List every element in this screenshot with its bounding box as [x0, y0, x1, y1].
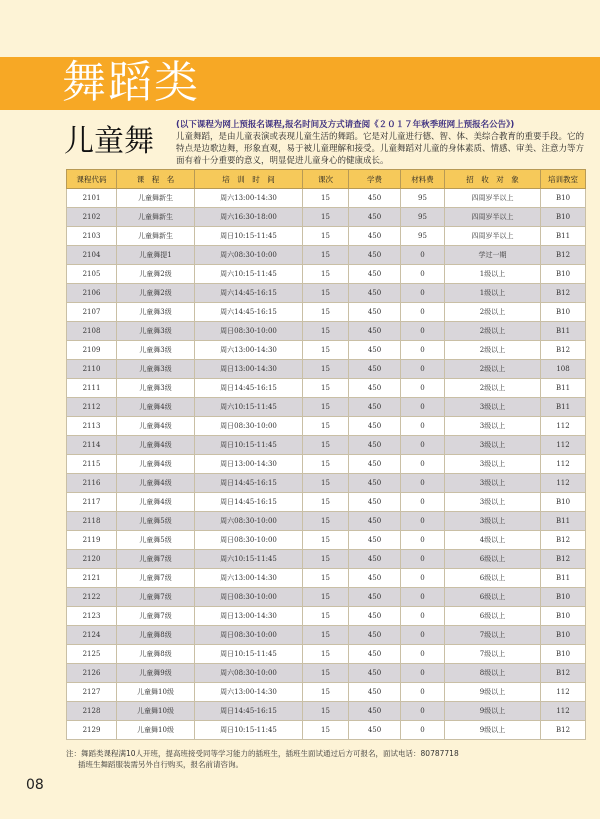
- table-cell: 6级以上: [445, 588, 541, 607]
- table-cell: 15: [303, 360, 349, 379]
- table-cell: 15: [303, 398, 349, 417]
- table-cell: 2120: [67, 550, 117, 569]
- table-cell: 15: [303, 436, 349, 455]
- table-cell: 450: [349, 436, 401, 455]
- table-cell: B10: [541, 208, 586, 227]
- table-cell: 15: [303, 550, 349, 569]
- table-cell: 四周岁半以上: [445, 208, 541, 227]
- table-row: [67, 607, 586, 626]
- table-cell: 0: [401, 493, 445, 512]
- table-row: [67, 721, 586, 740]
- table-row: [67, 303, 586, 322]
- table-cell: 0: [401, 569, 445, 588]
- table-cell: B12: [541, 341, 586, 360]
- table-cell: 儿童舞4级: [117, 417, 195, 436]
- table-row: [67, 189, 586, 208]
- table-cell: 15: [303, 569, 349, 588]
- table-cell: 15: [303, 284, 349, 303]
- table-cell: 15: [303, 607, 349, 626]
- table-cell: 0: [401, 683, 445, 702]
- table-cell: 儿童舞4级: [117, 398, 195, 417]
- course-table: [66, 169, 586, 740]
- table-cell: 周日10:15-11:45: [195, 436, 303, 455]
- table-cell: 2102: [67, 208, 117, 227]
- table-cell: 0: [401, 664, 445, 683]
- table-cell: 0: [401, 550, 445, 569]
- table-row: [67, 360, 586, 379]
- table-cell: 112: [541, 417, 586, 436]
- table-cell: 2115: [67, 455, 117, 474]
- table-cell: 9级以上: [445, 702, 541, 721]
- table-cell: 四周岁半以上: [445, 227, 541, 246]
- table-cell: 周日13:00-14:30: [195, 455, 303, 474]
- table-cell: 450: [349, 626, 401, 645]
- table-cell: 0: [401, 398, 445, 417]
- table-row: [67, 322, 586, 341]
- registration-note: (以下课程为网上预报名课程,报名时间及方式请查阅《２０１７年秋季班网上预报名公告》): [176, 120, 515, 130]
- table-cell: B12: [541, 721, 586, 740]
- table-header-row: [67, 170, 586, 189]
- table-cell: 2107: [67, 303, 117, 322]
- table-cell: B10: [541, 588, 586, 607]
- table-cell: 儿童舞3级: [117, 360, 195, 379]
- table-cell: 0: [401, 284, 445, 303]
- table-cell: 2104: [67, 246, 117, 265]
- table-cell: 儿童舞3级: [117, 379, 195, 398]
- table-cell: 2级以上: [445, 322, 541, 341]
- table-cell: B11: [541, 569, 586, 588]
- section-intro: 儿童舞蹈，是由儿童表演或表现儿童生活的舞蹈。它是对儿童进行德、智、体、美综合教育的重要手段。它的特点是边歌边舞，形象直观，易于被儿童理解和接受。儿童舞蹈对儿童的身体素质、情感、审美、注意力等方面有着十分重要的意义，明显促进儿童身心的健康成长。: [176, 132, 585, 166]
- table-cell: 四周岁半以上: [445, 189, 541, 208]
- table-cell: 周六13:00-14:30: [195, 341, 303, 360]
- table-cell: 周日08:30-10:00: [195, 626, 303, 645]
- table-cell: 2116: [67, 474, 117, 493]
- table-cell: 周日13:00-14:30: [195, 607, 303, 626]
- table-cell: 0: [401, 607, 445, 626]
- table-cell: 15: [303, 645, 349, 664]
- table-cell: 0: [401, 512, 445, 531]
- table-cell: 0: [401, 360, 445, 379]
- table-cell: 儿童舞新生: [117, 227, 195, 246]
- table-cell: 112: [541, 436, 586, 455]
- table-cell: 7级以上: [445, 626, 541, 645]
- table-cell: 450: [349, 265, 401, 284]
- table-cell: 15: [303, 189, 349, 208]
- table-cell: 0: [401, 531, 445, 550]
- table-cell: 儿童舞9级: [117, 664, 195, 683]
- table-cell: 儿童舞7级: [117, 550, 195, 569]
- table-cell: 周日10:15-11:45: [195, 645, 303, 664]
- table-cell: 儿童舞8级: [117, 645, 195, 664]
- table-cell: 周日14:45-16:15: [195, 702, 303, 721]
- table-cell: B10: [541, 607, 586, 626]
- table-cell: 儿童舞7级: [117, 569, 195, 588]
- table-cell: 0: [401, 721, 445, 740]
- column-header: 招 收 对 象: [445, 170, 541, 189]
- table-cell: 450: [349, 531, 401, 550]
- table-cell: 周六10:15-11:45: [195, 398, 303, 417]
- table-cell: 2118: [67, 512, 117, 531]
- table-cell: B12: [541, 246, 586, 265]
- column-header: 课 程 名: [117, 170, 195, 189]
- table-cell: 2125: [67, 645, 117, 664]
- table-row: [67, 341, 586, 360]
- table-cell: 2124: [67, 626, 117, 645]
- table-cell: 0: [401, 455, 445, 474]
- table-cell: 周六14:45-16:15: [195, 303, 303, 322]
- table-cell: 15: [303, 702, 349, 721]
- table-cell: 儿童舞5级: [117, 531, 195, 550]
- table-cell: 周日10:15-11:45: [195, 227, 303, 246]
- table-cell: 2127: [67, 683, 117, 702]
- table-row: [67, 379, 586, 398]
- table-cell: 450: [349, 474, 401, 493]
- table-cell: 15: [303, 303, 349, 322]
- table-cell: 儿童舞10级: [117, 702, 195, 721]
- table-row: [67, 398, 586, 417]
- table-cell: 112: [541, 702, 586, 721]
- table-body: [67, 189, 586, 740]
- table-cell: 3级以上: [445, 417, 541, 436]
- table-cell: 周六13:00-14:30: [195, 569, 303, 588]
- table-cell: 15: [303, 379, 349, 398]
- table-row: [67, 417, 586, 436]
- table-cell: 450: [349, 189, 401, 208]
- section-title: 儿童舞: [64, 124, 154, 159]
- table-cell: 周日08:30-10:00: [195, 531, 303, 550]
- table-cell: 2123: [67, 607, 117, 626]
- table-cell: 0: [401, 436, 445, 455]
- table-cell: 15: [303, 208, 349, 227]
- table-row: [67, 645, 586, 664]
- table-cell: 450: [349, 303, 401, 322]
- table-cell: 周六13:00-14:30: [195, 683, 303, 702]
- table-cell: 0: [401, 322, 445, 341]
- table-cell: B10: [541, 645, 586, 664]
- table-cell: 儿童舞2级: [117, 284, 195, 303]
- table-cell: 儿童舞4级: [117, 493, 195, 512]
- table-cell: 15: [303, 417, 349, 436]
- table-cell: 2级以上: [445, 379, 541, 398]
- table-cell: 450: [349, 664, 401, 683]
- table-row: [67, 683, 586, 702]
- table-cell: 儿童舞3级: [117, 322, 195, 341]
- table-cell: 周日14:45-16:15: [195, 474, 303, 493]
- table-cell: 7级以上: [445, 645, 541, 664]
- table-cell: 周六08:30-10:00: [195, 664, 303, 683]
- table-row: [67, 474, 586, 493]
- table-cell: 周六13:00-14:30: [195, 189, 303, 208]
- table-cell: 儿童舞新生: [117, 189, 195, 208]
- table-row: [67, 493, 586, 512]
- table-cell: 学过一期: [445, 246, 541, 265]
- table-cell: 3级以上: [445, 436, 541, 455]
- table-cell: B10: [541, 493, 586, 512]
- table-cell: 2128: [67, 702, 117, 721]
- table-cell: 1级以上: [445, 284, 541, 303]
- table-cell: 15: [303, 322, 349, 341]
- table-cell: 0: [401, 626, 445, 645]
- table-cell: 3级以上: [445, 455, 541, 474]
- table-cell: 3级以上: [445, 512, 541, 531]
- table-cell: 儿童舞4级: [117, 455, 195, 474]
- table-cell: 2111: [67, 379, 117, 398]
- table-cell: 450: [349, 493, 401, 512]
- table-cell: 2级以上: [445, 341, 541, 360]
- table-cell: 6级以上: [445, 569, 541, 588]
- footnote-line-2: 插班生舞蹈服装需另外自行购买，报名前请咨询。: [78, 760, 243, 769]
- table-cell: 2级以上: [445, 360, 541, 379]
- table-cell: 周六14:45-16:15: [195, 284, 303, 303]
- table-cell: 2129: [67, 721, 117, 740]
- column-header: 课程代码: [67, 170, 117, 189]
- table-cell: 9级以上: [445, 683, 541, 702]
- table-cell: 2119: [67, 531, 117, 550]
- table-cell: 周六08:30-10:00: [195, 246, 303, 265]
- table-cell: 0: [401, 341, 445, 360]
- table-cell: 周日08:30-10:00: [195, 322, 303, 341]
- table-row: [67, 436, 586, 455]
- table-cell: 450: [349, 417, 401, 436]
- table-cell: 2110: [67, 360, 117, 379]
- table-cell: 0: [401, 588, 445, 607]
- table-cell: 儿童舞新生: [117, 208, 195, 227]
- table-row: [67, 588, 586, 607]
- table-cell: 0: [401, 265, 445, 284]
- table-cell: 15: [303, 664, 349, 683]
- table-cell: B11: [541, 379, 586, 398]
- table-cell: 450: [349, 398, 401, 417]
- table-cell: B11: [541, 227, 586, 246]
- table-row: [67, 265, 586, 284]
- table-row: [67, 626, 586, 645]
- table-cell: 450: [349, 569, 401, 588]
- table-cell: 儿童舞4级: [117, 436, 195, 455]
- table-cell: 2101: [67, 189, 117, 208]
- table-cell: 3级以上: [445, 493, 541, 512]
- table-cell: 儿童舞3级: [117, 341, 195, 360]
- footnote: [66, 748, 586, 770]
- category-title: 舞蹈类: [62, 57, 200, 108]
- table-cell: 8级以上: [445, 664, 541, 683]
- table-cell: B10: [541, 265, 586, 284]
- table-cell: 450: [349, 341, 401, 360]
- table-cell: 15: [303, 683, 349, 702]
- table-cell: 112: [541, 683, 586, 702]
- table-cell: B12: [541, 284, 586, 303]
- table-cell: B12: [541, 664, 586, 683]
- table-cell: 6级以上: [445, 607, 541, 626]
- table-cell: 15: [303, 246, 349, 265]
- table-cell: 15: [303, 588, 349, 607]
- table-row: [67, 664, 586, 683]
- table-cell: 108: [541, 360, 586, 379]
- table-cell: 450: [349, 683, 401, 702]
- table-cell: 周日08:30-10:00: [195, 588, 303, 607]
- table-cell: 450: [349, 721, 401, 740]
- table-cell: 0: [401, 645, 445, 664]
- table-row: [67, 208, 586, 227]
- table-cell: 450: [349, 607, 401, 626]
- table-cell: 0: [401, 379, 445, 398]
- table-cell: B11: [541, 512, 586, 531]
- table-cell: 450: [349, 208, 401, 227]
- table-cell: 450: [349, 645, 401, 664]
- table-row: [67, 512, 586, 531]
- table-cell: 周六10:15-11:45: [195, 265, 303, 284]
- table-cell: B10: [541, 189, 586, 208]
- table-cell: 450: [349, 550, 401, 569]
- table-cell: 2113: [67, 417, 117, 436]
- table-cell: 15: [303, 474, 349, 493]
- table-cell: B12: [541, 550, 586, 569]
- table-cell: 3级以上: [445, 474, 541, 493]
- table-row: [67, 227, 586, 246]
- table-cell: 15: [303, 512, 349, 531]
- table-cell: 0: [401, 417, 445, 436]
- table-cell: 450: [349, 588, 401, 607]
- table-row: [67, 550, 586, 569]
- table-cell: 0: [401, 702, 445, 721]
- table-cell: 2105: [67, 265, 117, 284]
- table-cell: 周日10:15-11:45: [195, 721, 303, 740]
- table-row: [67, 455, 586, 474]
- table-cell: 2126: [67, 664, 117, 683]
- table-cell: 儿童舞7级: [117, 588, 195, 607]
- table-cell: 450: [349, 455, 401, 474]
- table-cell: 儿童舞2级: [117, 265, 195, 284]
- table-cell: 2114: [67, 436, 117, 455]
- table-cell: B12: [541, 531, 586, 550]
- column-header: 培 训 时 间: [195, 170, 303, 189]
- table-row: [67, 531, 586, 550]
- table-cell: 0: [401, 474, 445, 493]
- table-cell: 15: [303, 455, 349, 474]
- column-header: 课次: [303, 170, 349, 189]
- course-table-container: [66, 169, 585, 740]
- table-cell: 112: [541, 474, 586, 493]
- table-cell: 周日13:00-14:30: [195, 360, 303, 379]
- table-row: [67, 284, 586, 303]
- table-cell: 2117: [67, 493, 117, 512]
- table-cell: 周六16:30-18:00: [195, 208, 303, 227]
- table-cell: 4级以上: [445, 531, 541, 550]
- table-cell: B11: [541, 398, 586, 417]
- table-cell: 0: [401, 246, 445, 265]
- table-cell: 95: [401, 208, 445, 227]
- table-cell: 450: [349, 379, 401, 398]
- table-cell: 3级以上: [445, 398, 541, 417]
- table-cell: 15: [303, 531, 349, 550]
- table-cell: 2108: [67, 322, 117, 341]
- table-cell: 2112: [67, 398, 117, 417]
- table-cell: 450: [349, 227, 401, 246]
- table-cell: 112: [541, 455, 586, 474]
- table-cell: 15: [303, 721, 349, 740]
- table-cell: 450: [349, 512, 401, 531]
- table-cell: 450: [349, 360, 401, 379]
- table-cell: 2103: [67, 227, 117, 246]
- table-cell: B10: [541, 303, 586, 322]
- page-number: 08: [26, 777, 44, 793]
- column-header: 材料费: [401, 170, 445, 189]
- table-cell: 95: [401, 189, 445, 208]
- table-row: [67, 246, 586, 265]
- category-banner: [0, 57, 600, 110]
- table-cell: 450: [349, 322, 401, 341]
- table-cell: 6级以上: [445, 550, 541, 569]
- table-cell: 儿童舞3级: [117, 303, 195, 322]
- table-row: [67, 702, 586, 721]
- table-cell: 周日14:45-16:15: [195, 379, 303, 398]
- table-cell: 2106: [67, 284, 117, 303]
- table-cell: 450: [349, 284, 401, 303]
- table-cell: B11: [541, 322, 586, 341]
- table-cell: 9级以上: [445, 721, 541, 740]
- table-cell: 周六10:15-11:45: [195, 550, 303, 569]
- table-cell: 2级以上: [445, 303, 541, 322]
- table-cell: 15: [303, 265, 349, 284]
- table-cell: 周日14:45-16:15: [195, 493, 303, 512]
- table-cell: 儿童舞4级: [117, 474, 195, 493]
- table-row: [67, 569, 586, 588]
- column-header: 培训教室: [541, 170, 586, 189]
- table-cell: 450: [349, 702, 401, 721]
- table-cell: 15: [303, 493, 349, 512]
- table-cell: 儿童舞7级: [117, 607, 195, 626]
- table-cell: 15: [303, 341, 349, 360]
- column-header: 学费: [349, 170, 401, 189]
- footnote-line-1: 注：舞蹈类课程满10人开班，提高班接受同等学习能力的插班生，插班生面试通过后方可报名，面试电话：80787718: [66, 749, 459, 758]
- table-cell: 儿童舞10级: [117, 683, 195, 702]
- table-cell: 95: [401, 227, 445, 246]
- table-cell: 儿童舞10级: [117, 721, 195, 740]
- table-cell: 周日08:30-10:00: [195, 417, 303, 436]
- table-cell: 15: [303, 626, 349, 645]
- table-cell: 15: [303, 227, 349, 246]
- table-cell: B10: [541, 626, 586, 645]
- table-cell: 450: [349, 246, 401, 265]
- table-cell: 2109: [67, 341, 117, 360]
- table-cell: 儿童舞8级: [117, 626, 195, 645]
- table-cell: 2121: [67, 569, 117, 588]
- table-cell: 周六08:30-10:00: [195, 512, 303, 531]
- table-cell: 儿童舞5级: [117, 512, 195, 531]
- table-cell: 1级以上: [445, 265, 541, 284]
- table-cell: 0: [401, 303, 445, 322]
- table-cell: 2122: [67, 588, 117, 607]
- table-cell: 儿童舞提1: [117, 246, 195, 265]
